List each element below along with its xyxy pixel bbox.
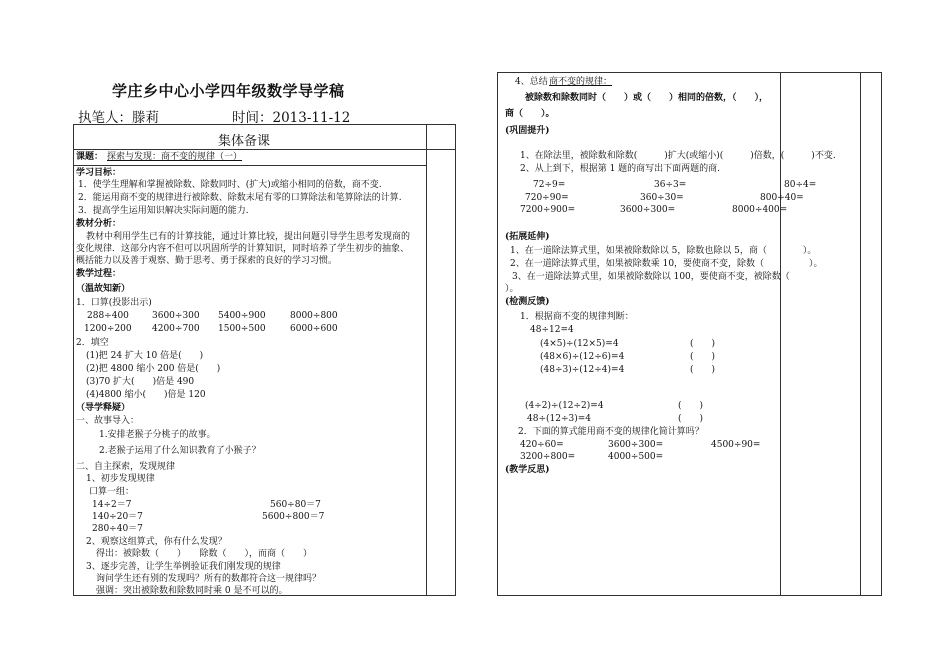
judge-expr: (48÷3)÷(12÷4)=4	[540, 365, 625, 375]
analysis-line: 变化规律．这部分内容不但可以巩固所学的计算知识，同时培养了学生初步的抽象、	[76, 244, 410, 254]
oral-cell: 288÷400	[87, 311, 129, 321]
check-item: 2．下面的算式能用商不变的规律化简计算吗？	[518, 427, 704, 437]
judge-expr: (4×5)÷(12×5)=4	[540, 339, 619, 349]
extend-item-end: ）。	[505, 284, 519, 294]
group-equation: 140÷20＝7	[92, 512, 143, 522]
process-label: 教学过程：	[76, 269, 122, 279]
goals-label: 学习目标：	[76, 168, 122, 178]
stress-line: 强调：突出被除数和除数同时乘 0 是不可以的。	[96, 586, 288, 596]
document-title: 学庄乡中心小学四年级数学导学稿	[112, 82, 345, 100]
left-column-divider	[426, 125, 427, 595]
topic-divider	[74, 165, 426, 166]
judge-mark: ( )	[690, 365, 716, 375]
time-line: 时间：2013-11-12	[232, 110, 351, 126]
reflect-label: (教学反思)	[505, 465, 550, 475]
fill-item: (1)把 24 扩大 10 倍是( )	[86, 351, 204, 361]
summary-line: 被除数和除数同时（ ）或（ ）相同的倍数，（ ），	[525, 93, 769, 103]
oral-cell: 6000÷600	[290, 324, 338, 334]
judge-mark: ( )	[690, 339, 716, 349]
calc-cell: 36÷3=	[654, 180, 687, 190]
calc-cell: 800÷40=	[760, 193, 804, 203]
calc-cell: 8000÷400=	[732, 205, 788, 215]
group-equation: 14÷2＝7	[92, 500, 132, 510]
simplify-cell: 4500÷90=	[711, 440, 761, 450]
fill-item: (4)4800 缩小( )倍是 120	[86, 390, 206, 400]
author-line: 执笔人：滕莉	[78, 110, 159, 126]
first-find-label: 1、初步发现规律	[86, 474, 155, 484]
judge-expr: (4÷2)÷(12÷2)=4	[525, 401, 604, 411]
topic-label: 课题：	[76, 152, 104, 162]
check-label: (检测反馈)	[505, 297, 550, 307]
judge-mark: ( )	[690, 352, 716, 362]
oral-cell: 3600÷300	[152, 311, 200, 321]
group-equation: 5600÷800＝7	[262, 512, 325, 522]
oral-cell: 4200÷700	[152, 324, 200, 334]
oral-cell: 1200÷200	[84, 324, 132, 334]
fill-item: (2)把 4800 缩小 200 倍是( )	[86, 364, 221, 374]
conclusion-line: 得出：被除数（ ） 除数（ ），而商（ ）	[96, 549, 313, 559]
fill-item: (3)70 扩大( )倍是 490	[86, 377, 195, 387]
review-label: （温故知新）	[76, 284, 131, 294]
check-base: 48÷12=4	[530, 325, 574, 335]
simplify-cell: 4000÷500=	[608, 452, 664, 462]
step3-line: 3、逐步完善，让学生举例验证我们刚发现的规律	[86, 562, 281, 572]
ask-line: 询问学生还有别的发现吗？所有的数都符合这一规律吗？	[96, 574, 322, 584]
goal-item: 3．提高学生运用知识解决实际问题的能力.	[78, 206, 249, 216]
extend-item: 1、在一道除法算式里，如果被除数除以 5，除数也除以 5，商（ ）。	[510, 246, 817, 256]
analysis-line: 概括能力以及善于观察、勤于思考、勇于探索的良好的学习习惯。	[76, 256, 338, 266]
summary-line: 商（ ）。	[505, 109, 555, 119]
simplify-cell: 3600÷300=	[608, 440, 664, 450]
analysis-line: 教材中利用学生已有的计算技能，通过计算比较，提出问题引导学生思考发现商的	[86, 232, 411, 242]
consolidate-item: 1、在除法里，被除数和除数( )扩大(或缩小)( )倍数，( )不变.	[520, 151, 836, 161]
judge-mark: ( )	[678, 401, 704, 411]
story-label: 一、故事导入：	[76, 416, 140, 426]
fill-label: 2．填空	[76, 338, 109, 348]
observe-question: 2、观察这组算式，你有什么发现？	[86, 537, 227, 547]
goal-item: 1．使学生理解和掌握被除数、除数同时、(扩大)或缩小相同的倍数，商不变.	[78, 180, 382, 190]
group-label: 口算一组：	[89, 487, 135, 497]
calc-cell: 360÷30=	[640, 193, 684, 203]
consolidate-item: 2、从上到下，根据第 1 题的商写出下面两题的商.	[520, 164, 721, 174]
story-item: 2.老猴子运用了什么知识教育了小猴子？	[99, 446, 261, 456]
guide-label: （导学释疑）	[76, 403, 131, 413]
extend-item: 3、在一道除法算式里，如果被除数除以 100，要使商不变，被除数（	[512, 272, 790, 282]
extend-item: 2、在一道除法算式里，如果被除数乘 10，要使商不变，除数（ ）。	[510, 259, 823, 269]
goal-item: 2．能运用商不变的规律进行被除数、除数末尾有零的口算除法和笔算除法的计算.	[78, 193, 402, 203]
table-header: 集体备课	[218, 134, 271, 149]
simplify-cell: 420÷60=	[520, 440, 564, 450]
oral-label: 1．口算(投影出示)	[76, 298, 152, 308]
analysis-label: 教材分析：	[76, 219, 122, 229]
calc-cell: 3600÷300=	[620, 205, 676, 215]
calc-cell: 7200÷900=	[520, 205, 576, 215]
header-divider	[74, 149, 455, 150]
group-equation: 280÷40＝7	[92, 524, 143, 534]
judge-expr: 48÷(12÷3)=4	[527, 414, 592, 424]
summary-prefix: 4、总结	[515, 77, 548, 87]
story-item: 1.安排老猴子分桃子的故事。	[99, 430, 216, 440]
summary-rule: 商不变的规律：	[549, 77, 613, 87]
topic-title: 探索与发现：商不变的规律（一）	[107, 152, 243, 162]
calc-cell: 720÷90=	[525, 193, 569, 203]
judge-expr: (48×6)÷(12÷6)=4	[540, 352, 625, 362]
judge-mark: ( )	[678, 414, 704, 424]
calc-cell: 80÷4=	[784, 180, 817, 190]
oral-cell: 5400÷900	[218, 311, 266, 321]
oral-cell: 8000÷800	[290, 311, 338, 321]
right-outer-divider	[860, 73, 861, 595]
extend-label: (拓展延伸)	[505, 232, 550, 242]
consolidate-label: (巩固提升)	[505, 126, 550, 136]
explore-label: 二、自主探索，发现规律	[76, 462, 176, 472]
check-item: 1．根据商不变的规律判断：	[520, 312, 634, 322]
group-equation: 560÷80＝7	[270, 500, 321, 510]
calc-cell: 72÷9=	[533, 180, 566, 190]
oral-cell: 1500÷500	[218, 324, 266, 334]
simplify-cell: 3200÷800=	[520, 452, 576, 462]
